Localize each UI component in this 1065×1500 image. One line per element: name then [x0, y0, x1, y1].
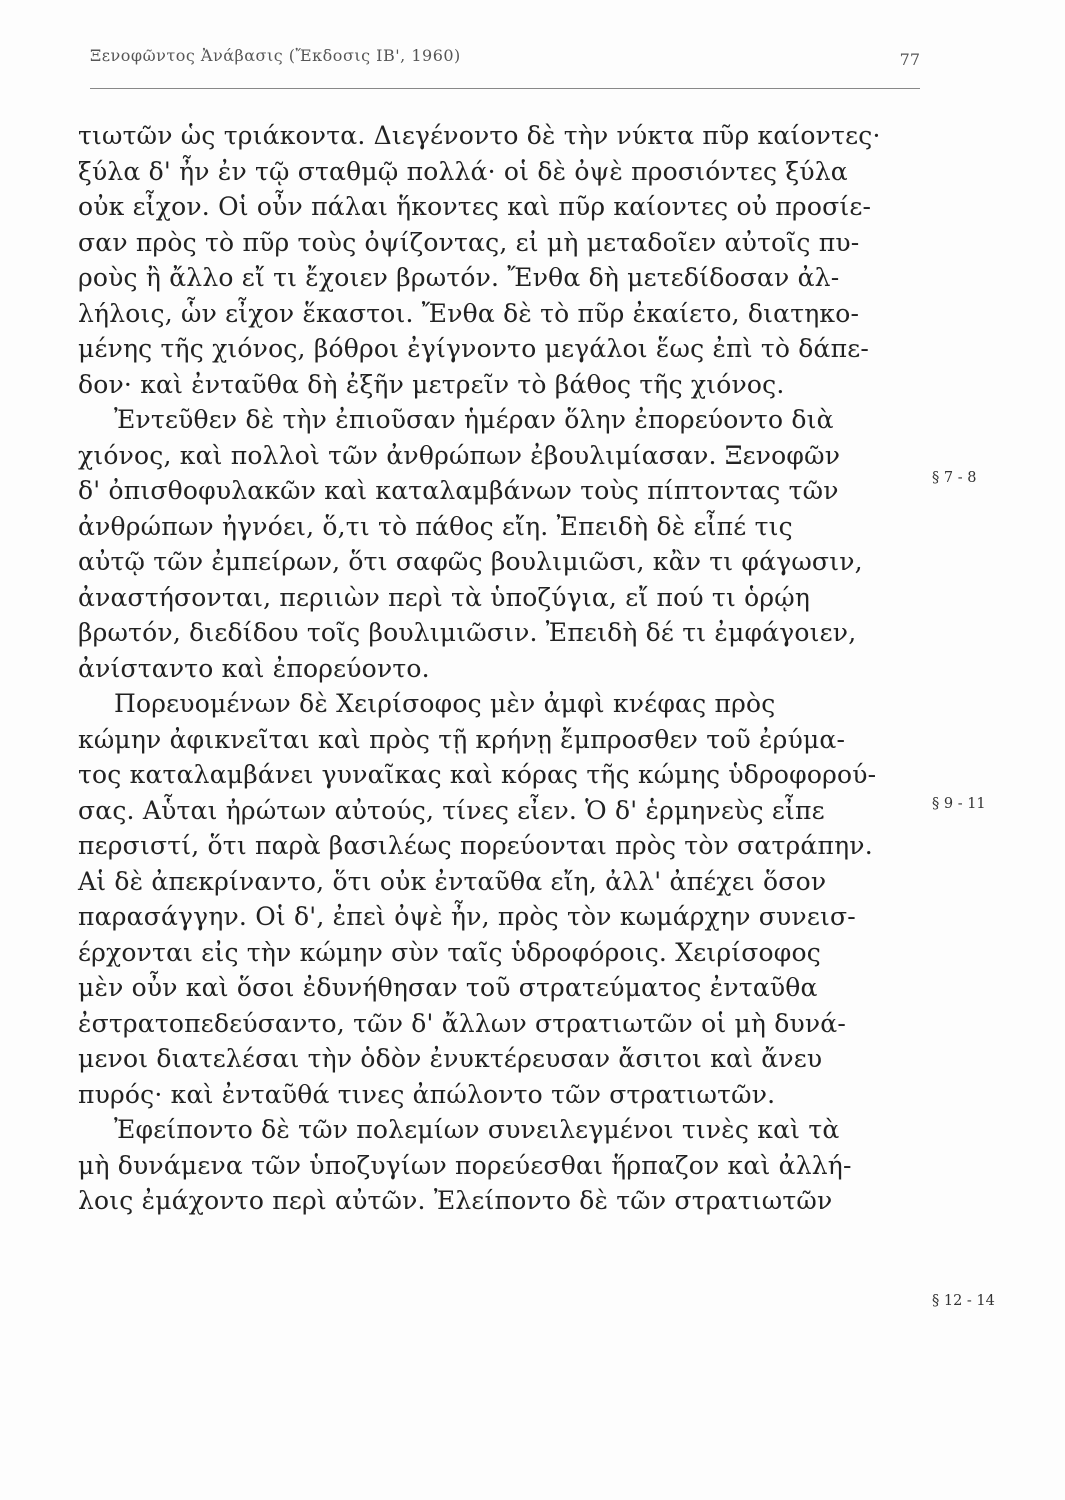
paragraph-start-line: Ἐντεῦθεν δὲ τὴν ἐπιοῦσαν ἡμέραν ὅλην ἐπορεύοντο διὰ: [114, 405, 834, 434]
text-line: τιωτῶν ὡς τριάκοντα. Διεγένοντο δὲ τὴν νύκτα πῦρ καίοντες·: [78, 121, 881, 150]
text-line: βρωτόν, διεδίδου τοῖς βουλιμιῶσιν. Ἐπειδὴ δέ τι ἐμφάγοιεν,: [78, 618, 857, 647]
running-head: [90, 46, 920, 86]
text-line: λήλοις, ὧν εἶχον ἕκαστοι. Ἔνθα δὲ τὸ πῦρ ἐκαίετο, διατηκο-: [78, 298, 860, 328]
paragraph-start-line: Πορευομένων δὲ Χειρίσοφος μὲν ἀμφὶ κνέφας πρὸς: [114, 689, 776, 718]
text-line: ροὺς ἢ ἄλλο εἴ τι ἔχοιεν βρωτόν. Ἔνθα δὴ μετεδίδοσαν ἀλ-: [78, 263, 840, 292]
text-line: ἀνίσταντο καὶ ἐπορεύοντο.: [78, 653, 430, 683]
text-line: αὐτῷ τῶν ἐμπείρων, ὅτι σαφῶς βουλιμιῶσι, κἂν τι φάγωσιν,: [78, 547, 863, 576]
running-title: Ξενοφῶντος Ἀνάβασις (Ἔκδοσις ΙΒ', 1960): [90, 46, 461, 65]
margin-section-ref: § 9 - 11: [932, 796, 986, 812]
margin-section-ref: § 7 - 8: [932, 470, 977, 486]
text-line: κώμην ἀφικνεῖται καὶ πρὸς τῇ κρήνῃ ἔμπροσθεν τοῦ ἐρύμα-: [78, 724, 846, 754]
text-line: μενοι διατελέσαι τὴν ὁδὸν ἐνυκτέρευσαν ἄσιτοι καὶ ἄνευ: [78, 1044, 823, 1073]
text-line: έρχονται εἰς τὴν κώμην σὺν ταῖς ὑδροφόροις. Χειρίσοφος: [78, 937, 821, 967]
text-line: μένης τῆς χιόνος, βόθροι ἐγίγνοντο μεγάλοι ἕως ἐπὶ τὸ δάπε-: [78, 334, 870, 363]
text-line: χιόνος, καὶ πολλοὶ τῶν ἀνθρώπων ἐβουλιμίασαν. Ξενοφῶν: [78, 440, 841, 470]
paragraph-start-line: Ἐφείποντο δὲ τῶν πολεμίων συνειλεγμένοι τινὲς καὶ τὰ: [114, 1115, 840, 1144]
text-line: τος καταλαμβάνει γυναῖκας καὶ κόρας τῆς κώμης ὑδροφορού-: [78, 760, 877, 789]
page-number: 77: [899, 50, 920, 69]
body-text: [78, 118, 938, 1219]
text-line: ἀναστήσονται, περιιὼν περὶ τὰ ὑποζύγια, εἴ πού τι ὁρῴη: [78, 582, 811, 612]
text-line: σαν πρὸς τὸ πῦρ τοὺς ὀψίζοντας, εἰ μὴ μεταδοῖεν αὐτοῖς πυ-: [78, 227, 860, 257]
text-line: σας. Αὗται ἠρώτων αὐτούς, τίνες εἶεν. Ὁ δ' ἑρμηνεὺς εἶπε: [78, 795, 825, 825]
text-line: λοις ἐμάχοντο περὶ αὐτῶν. Ἐλείποντο δὲ τῶν στρατιωτῶν: [78, 1186, 833, 1215]
text-line: ἐστρατοπεδεύσαντο, τῶν δ' ἄλλων στρατιωτῶν οἱ μὴ δυνά-: [78, 1008, 847, 1038]
text-line: δ' ὀπισθοφυλακῶν καὶ καταλαμβάνων τοὺς πίπτοντας τῶν: [78, 476, 839, 505]
text-line: οὐκ εἶχον. Οἱ οὖν πάλαι ἥκοντες καὶ πῦρ καίοντες οὐ προσίε-: [78, 192, 872, 221]
header-rule: [90, 88, 920, 89]
text-line: δον· καὶ ἐνταῦθα δὴ ἐξῆν μετρεῖν τὸ βάθος τῆς χιόνος.: [78, 369, 785, 399]
text-line: πυρός· καὶ ἐνταῦθά τινες ἀπώλοντο τῶν στρατιωτῶν.: [78, 1079, 776, 1109]
text-line: ἀνθρώπων ἠγνόει, ὅ,τι τὸ πάθος εἴη. Ἐπειδὴ δὲ εἶπέ τις: [78, 511, 793, 541]
text-line: μὲν οὖν καὶ ὅσοι ἐδυνήθησαν τοῦ στρατεύματος ἐνταῦθα: [78, 973, 818, 1002]
margin-section-ref: § 12 - 14: [932, 1293, 995, 1309]
text-line: ξύλα δ' ἦν ἐν τῷ σταθμῷ πολλά· οἱ δὲ ὀψὲ προσιόντες ξύλα: [78, 156, 848, 186]
text-line: μὴ δυνάμενα τῶν ὑποζυγίων πορεύεσθαι ἥρπαζον καὶ ἀλλή-: [78, 1150, 852, 1180]
text-line: περσιστί, ὅτι παρὰ βασιλέως πορεύονται πρὸς τὸν σατράπην.: [78, 831, 873, 860]
text-line: παρασάγγην. Οἱ δ', ἐπεὶ ὀψὲ ἦν, πρὸς τὸν κωμάρχην συνεισ-: [78, 902, 856, 931]
text-line: Αἱ δὲ ἀπεκρίναντο, ὅτι οὐκ ἐνταῦθα εἴη, ἀλλ' ἀπέχει ὅσον: [78, 866, 827, 896]
